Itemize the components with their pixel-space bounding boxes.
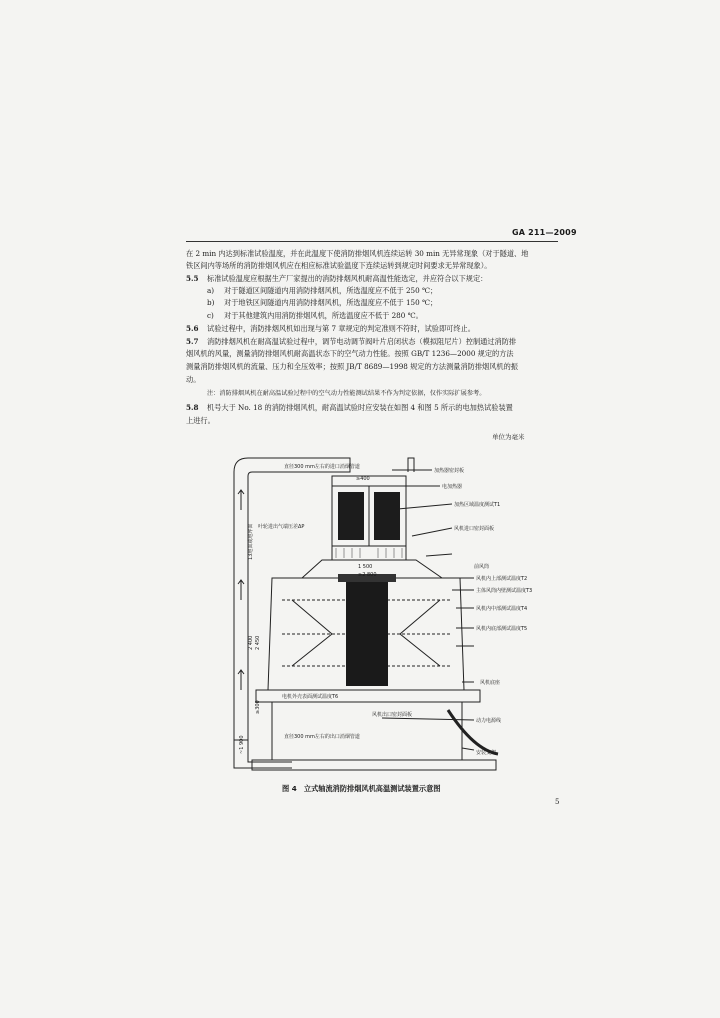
clause-5-6-text: 试验过程中，消防排烟风机如出现与第 7 章规定的判定准则不符时，试验即可终止。 [207, 324, 475, 333]
clause-5-7-line-3: 测量消防排烟风机的流量、压力和全压效率；按照 JB/T 8689—1998 规定的方法测量消防排烟风机的振 [186, 362, 518, 371]
figure-caption: 图 4 立式轴流消防排烟风机高温测试装置示意图 [282, 784, 441, 793]
item-b-label: b) [207, 298, 215, 307]
item-c-label: c) [207, 311, 214, 320]
label-outlet-seal: 风机出口密封面板 [372, 712, 413, 718]
heater-element-right [374, 492, 400, 540]
label-inlet-seal: 风机进口密封面板 [454, 526, 495, 532]
test-apparatus-figure [212, 450, 544, 782]
clause-5-7-line-4: 动。 [186, 375, 201, 384]
item-a-text: 对于隧道区间隧道内用消防排烟风机，所选温度应不低于 250 ℃； [224, 286, 438, 295]
unit-label: 单位为毫米 [492, 433, 525, 441]
item-a-label: a) [207, 286, 215, 295]
label-heater-box: 加热器密封板 [434, 468, 465, 474]
label-inlet-pipe: 直径300 mm左右的进口消烟管道 [284, 464, 360, 470]
header-rule [186, 241, 558, 242]
dim-1900: ~1 900 [239, 735, 245, 754]
page-number: 5 [555, 798, 560, 806]
item-c-text: 对于其他建筑内用消防排烟风机，所选温度应不低于 280 ℃。 [224, 311, 423, 320]
standard-code-header: GA 211—2009 [512, 228, 577, 237]
label-power-cable: 动力电源线 [476, 718, 502, 724]
label-mount-bracket: 安装支架 [476, 750, 497, 756]
label-mid-temp: 风机内中部测试温度T4 [476, 606, 528, 612]
dim-1500: 1 500 [358, 564, 373, 570]
item-b-text: 对于地铁区间隧道内用消防排烟风机，所选温度应不低于 150 ℃； [224, 298, 438, 307]
label-fan-cover: 前风筒 [474, 564, 490, 570]
dim-2450: 2 450 [255, 635, 261, 650]
label-bottom-temp: 风机内底部测试温度T5 [476, 626, 528, 632]
clause-5-7-line-1: 消防排烟风机在耐高温试验过程中，调节电动调节阀叶片启闭状态（模拟阻尼片）控制通过消防排 [207, 337, 517, 346]
heater-element-left [338, 492, 364, 540]
label-impeller-pressure: 叶轮进出气端压差ΔP [258, 524, 305, 530]
para-line-1: 在 2 min 内达到标准试验温度，并在此温度下使消防排烟风机连续运转 30 min 无异常现象（对于隧道、地 [186, 249, 529, 258]
clause-5-5-text: 标准试验温度应根据生产厂家提出的消防排烟风机耐高温性能选定，并应符合以下规定： [207, 274, 488, 283]
clause-5-8-line-1: 机号大于 No. 18 的消防排烟风机，耐高温试验时应安装在如图 4 和图 5 所示的电加热试验装置 [207, 403, 513, 412]
clause-5-7-line-2: 烟风机的风量，测量消防排烟风机耐高温状态下的空气动力性能。按照 GB/T 1236—2000 规定的方法 [186, 349, 514, 358]
motor [346, 578, 388, 686]
clause-5-8-number: 5.8 [186, 403, 199, 412]
clause-5-7-number: 5.7 [186, 337, 199, 346]
para-line-2: 铁区间内等场所的消防排烟风机应在相应标准试验温度下连续运转到规定时间要求无异常现象）。 [186, 261, 492, 270]
note-text: 注：消防排烟风机在耐高温试验过程中的空气动力性能测试结果不作为判定依据，仅作实际扩展参考。 [207, 390, 486, 397]
dim-2400: 2 400 [248, 635, 254, 650]
clause-5-6-number: 5.6 [186, 324, 199, 333]
label-outlet-pipe: 直径300 mm左右的出口消烟管道 [284, 734, 360, 740]
dim-left-top: 13地面或地坪面 [248, 523, 254, 560]
label-motor-temp: 电机外壳表面测试温度T6 [282, 694, 339, 700]
clause-5-8-line-2: 上进行。 [186, 416, 215, 425]
label-upper-temp: 风机内上部测试温度T2 [476, 576, 528, 582]
dim-2800: ≥2 800 [358, 572, 377, 578]
label-elec-heater: 电加热器 [442, 484, 463, 490]
label-heat-zone-temp: 加热区域温度测试T1 [454, 502, 501, 508]
dim-300: ≥300 [255, 700, 261, 714]
label-fan-base: 风机底座 [480, 680, 501, 686]
clause-5-5-number: 5.5 [186, 274, 199, 283]
label-main-shell-temp: 主体风筒内壁测试温度T3 [476, 588, 533, 594]
dim-400: ≥400 [356, 476, 370, 482]
